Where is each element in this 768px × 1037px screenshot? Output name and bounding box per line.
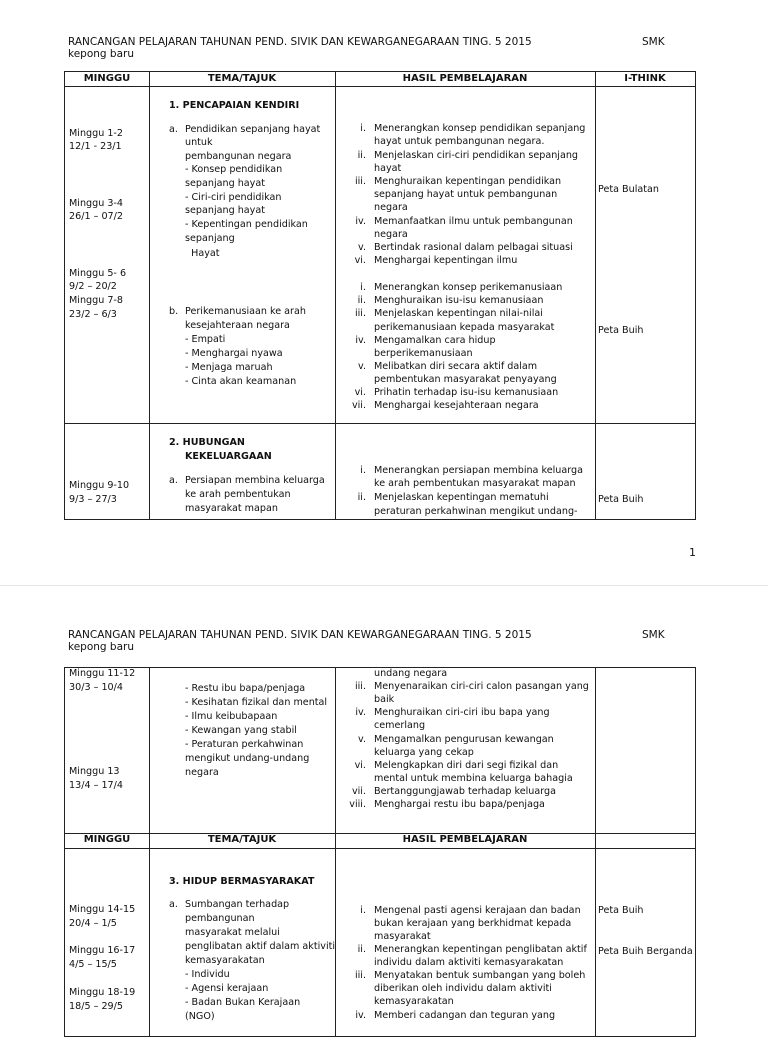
document-title: RANCANGAN PELAJARAN TAHUNAN PEND. SIVIK DAN KEWARGANEGARAAN TING. 5 2015: [68, 629, 532, 641]
outcome-number: viii.: [349, 799, 366, 810]
column-header-minggu: MINGGU: [83, 834, 131, 845]
outcome-line: undang negara: [374, 668, 448, 679]
school-name-a: SMK: [642, 629, 665, 641]
outcome-line: Menyenaraikan ciri-ciri calon pasangan yang: [374, 681, 589, 692]
outcome-line: cemerlang: [374, 720, 426, 731]
topic-line: Perikemanusiaan ke arah: [185, 306, 306, 317]
outcome-line: peraturan perkahwinan mengikut undang-: [374, 506, 578, 517]
section-title: 3. HIDUP BERMASYARAKAT: [169, 876, 315, 887]
outcome-number: i.: [360, 905, 366, 916]
outcome-line: berperikemanusiaan: [374, 348, 473, 359]
outcome-line: kemasyarakatan: [374, 996, 454, 1007]
outcome-line: Menerangkan kepentingan penglibatan aktif: [374, 944, 587, 955]
topic-line: sepanjang hayat: [185, 178, 265, 189]
outcome-number: iii.: [354, 681, 366, 692]
outcome-line: Mengenal pasti agensi kerajaan dan badan: [374, 905, 581, 916]
ithink-value: Peta Buih Berganda: [598, 946, 693, 957]
outcome-number: iii.: [354, 970, 366, 981]
outcome-line: perikemanusiaan kepada masyarakat: [374, 322, 555, 333]
outcome-number: v.: [358, 242, 366, 253]
topic-line: sepanjang hayat: [185, 205, 265, 216]
topic-line: pembangunan negara: [185, 151, 292, 162]
outcome-line: Menghuraikan ciri-ciri ibu bapa yang: [374, 707, 550, 718]
topic-line: - Cinta akan keamanan: [185, 376, 297, 387]
column-header-tema: TEMA/TAJUK: [207, 73, 277, 84]
topic-line: - Empati: [185, 334, 226, 345]
outcome-line: Prihatin terhadap isu-isu kemanusiaan: [374, 387, 559, 398]
outcome-number: iv.: [355, 335, 366, 346]
outcome-line: Menyatakan bentuk sumbangan yang boleh: [374, 970, 586, 981]
outcome-line: Menjelaskan ciri-ciri pendidikan sepanjang: [374, 150, 579, 161]
outcome-line: bukan kerajaan yang berkhidmat kepada: [374, 918, 572, 929]
outcome-number: v.: [358, 734, 366, 745]
topic-line: negara: [185, 767, 219, 778]
topic-line: - Peraturan perkahwinan: [185, 739, 304, 750]
section-title: 1. PENCAPAIAN KENDIRI: [169, 100, 300, 111]
outcome-line: Menjelaskan kepentingan mematuhi: [374, 492, 549, 503]
outcome-number: vii.: [351, 400, 366, 411]
topic-line: kemasyarakatan: [185, 955, 265, 966]
topic-line: - Agensi kerajaan: [185, 983, 269, 994]
outcome-line: Memberi cadangan dan teguran yang: [374, 1010, 556, 1021]
outcome-line: sepanjang hayat untuk pembangunan: [374, 189, 558, 200]
lesson-plan-table-continued: [64, 667, 696, 1037]
topic-line: - Ciri-ciri pendidikan: [185, 192, 282, 203]
school-name-b: kepong baru: [68, 48, 134, 60]
page-header: [68, 36, 688, 60]
topic-line: masyarakat melalui: [185, 927, 280, 938]
outcome-line: Menjelaskan kepentingan nilai-nilai: [374, 308, 543, 319]
outcome-number: ii.: [357, 295, 366, 306]
topic-line: mengikut undang-undang: [185, 753, 310, 764]
week-dates: 20/4 – 1/5: [69, 918, 117, 929]
topic-line: ke arah pembentukan: [185, 489, 291, 500]
outcome-line: negara: [374, 229, 408, 240]
outcome-number: iii.: [354, 308, 366, 319]
topic-line: sepanjang: [185, 233, 235, 244]
week-dates: 30/3 – 10/4: [69, 682, 123, 693]
topic-line: untuk: [185, 137, 213, 148]
column-header-hasil: HASIL PEMBELAJARAN: [402, 834, 528, 845]
outcome-line: Memanfaatkan ilmu untuk pembangunan: [374, 216, 573, 227]
outcome-line: Mengamalkan pengurusan kewangan: [374, 734, 554, 745]
topic-line: - Kesihatan fizikal dan mental: [185, 697, 328, 708]
topic-line: masyarakat mapan: [185, 503, 278, 514]
outcome-number: vii.: [351, 786, 366, 797]
week-label: Minggu 16-17: [69, 945, 136, 956]
outcome-number: i.: [360, 123, 366, 134]
topic-line: - Kepentingan pendidikan: [185, 219, 308, 230]
topic-line: - Menghargai nyawa: [185, 348, 283, 359]
week-label: Minggu 7-8: [69, 295, 124, 306]
outcome-number: iv.: [355, 216, 366, 227]
week-dates: 9/3 – 27/3: [69, 494, 117, 505]
week-dates: 13/4 – 17/4: [69, 780, 123, 791]
week-label: Minggu 9-10: [69, 480, 130, 491]
outcome-number: iv.: [355, 1010, 366, 1021]
outcome-line: diberikan oleh individu dalam aktiviti: [374, 983, 552, 994]
outcome-line: hayat untuk pembangunan negara.: [374, 136, 545, 147]
outcome-number: v.: [358, 361, 366, 372]
topic-line: - Konsep pendidikan: [185, 164, 283, 175]
topic-line: - Ilmu keibubapaan: [185, 711, 278, 722]
column-header-minggu: MINGGU: [83, 73, 131, 84]
outcome-number: ii.: [357, 150, 366, 161]
outcome-number: i.: [360, 465, 366, 476]
column-header-ithink: I-THINK: [624, 73, 666, 84]
topic-line: - Individu: [185, 969, 230, 980]
outcome-number: vi.: [354, 760, 366, 771]
topic-line: - Restu ibu bapa/penjaga: [185, 683, 306, 694]
outcome-number: iv.: [355, 707, 366, 718]
week-label: Minggu 5- 6: [69, 268, 127, 279]
outcome-line: Menghargai kepentingan ilmu: [374, 255, 518, 266]
outcome-line: ke arah pembentukan masyarakat mapan: [374, 478, 576, 489]
outcome-number: iii.: [354, 176, 366, 187]
page-2: [0, 585, 768, 1025]
topic-line: penglibatan aktif dalam aktiviti: [185, 941, 336, 952]
topic-line: pembangunan: [185, 913, 255, 924]
outcome-number: vi.: [354, 255, 366, 266]
page-header: [68, 629, 688, 653]
outcome-number: ii.: [357, 492, 366, 503]
lesson-plan-table: [64, 71, 696, 520]
outcome-line: Menerangkan konsep perikemanusiaan: [374, 282, 563, 293]
week-label: Minggu 14-15: [69, 904, 136, 915]
week-dates: 26/1 – 07/2: [69, 211, 123, 222]
week-label: Minggu 3-4: [69, 198, 124, 209]
topic-label: a.: [169, 475, 178, 486]
week-dates: 4/5 – 15/5: [69, 959, 117, 970]
week-label: Minggu 1-2: [69, 128, 124, 139]
outcome-line: masyarakat: [374, 931, 431, 942]
topic-line: Hayat: [185, 248, 220, 259]
topic-line: (NGO): [185, 1011, 215, 1022]
outcome-line: mental untuk membina keluarga bahagia: [374, 773, 573, 784]
ithink-value: Peta Bulatan: [598, 184, 659, 195]
week-label: Minggu 11-12: [69, 668, 136, 679]
outcome-number: ii.: [357, 944, 366, 955]
outcome-number: i.: [360, 282, 366, 293]
topic-line: Persiapan membina keluarga: [185, 475, 325, 486]
topic-label: a.: [169, 899, 178, 910]
outcome-line: Menghuraikan kepentingan pendidikan: [374, 176, 562, 187]
outcome-line: Menghargai restu ibu bapa/penjaga: [374, 799, 545, 810]
outcome-line: negara: [374, 202, 408, 213]
outcome-line: keluarga yang cekap: [374, 747, 474, 758]
outcome-number: vi.: [354, 387, 366, 398]
week-dates: 9/2 – 20/2: [69, 281, 117, 292]
topic-line: - Badan Bukan Kerajaan: [185, 997, 301, 1008]
topic-label: b.: [169, 306, 179, 317]
outcome-line: Melibatkan diri secara aktif dalam: [374, 361, 538, 372]
outcome-line: baik: [374, 694, 395, 705]
topic-line: Sumbangan terhadap: [185, 899, 290, 910]
outcome-line: Melengkapkan diri dari segi fizikal dan: [374, 760, 559, 771]
topic-label: a.: [169, 124, 178, 135]
column-header-tema: TEMA/TAJUK: [207, 834, 277, 845]
outcome-line: Mengamalkan cara hidup: [374, 335, 496, 346]
ithink-value: Peta Buih: [598, 905, 644, 916]
week-dates: 12/1 - 23/1: [69, 141, 122, 152]
topic-line: Pendidikan sepanjang hayat: [185, 124, 321, 135]
topic-line: - Kewangan yang stabil: [185, 725, 297, 736]
outcome-line: Menghargai kesejahteraan negara: [374, 400, 539, 411]
column-header-hasil: HASIL PEMBELAJARAN: [402, 73, 528, 84]
ithink-value: Peta Buih: [598, 494, 644, 505]
week-dates: 23/2 – 6/3: [69, 309, 117, 320]
outcome-line: individu dalam aktiviti kemasyarakatan: [374, 957, 564, 968]
topic-line: - Menjaga maruah: [185, 362, 273, 373]
section-title-cont: KEKELUARGAAN: [185, 451, 272, 462]
week-dates: 18/5 – 29/5: [69, 1001, 123, 1012]
outcome-line: pembentukan masyarakat penyayang: [374, 374, 557, 385]
school-name-a: SMK: [642, 36, 665, 48]
outcome-line: Menerangkan persiapan membina keluarga: [374, 465, 583, 476]
document-title: RANCANGAN PELAJARAN TAHUNAN PEND. SIVIK DAN KEWARGANEGARAAN TING. 5 2015: [68, 36, 532, 48]
school-name-b: kepong baru: [68, 641, 134, 653]
section-title: 2. HUBUNGAN: [169, 437, 245, 448]
topic-line: kesejahteraan negara: [185, 320, 290, 331]
week-label: Minggu 18-19: [69, 987, 136, 998]
outcome-line: Bertindak rasional dalam pelbagai situasi: [374, 242, 573, 253]
outcome-line: Menghuraikan isu-isu kemanusiaan: [374, 295, 544, 306]
outcome-line: Bertanggungjawab terhadap keluarga: [374, 786, 556, 797]
page-number: 1: [689, 546, 696, 559]
ithink-value: Peta Buih: [598, 325, 644, 336]
week-label: Minggu 13: [69, 766, 120, 777]
outcome-line: hayat: [374, 163, 402, 174]
outcome-line: Menerangkan konsep pendidikan sepanjang: [374, 123, 586, 134]
